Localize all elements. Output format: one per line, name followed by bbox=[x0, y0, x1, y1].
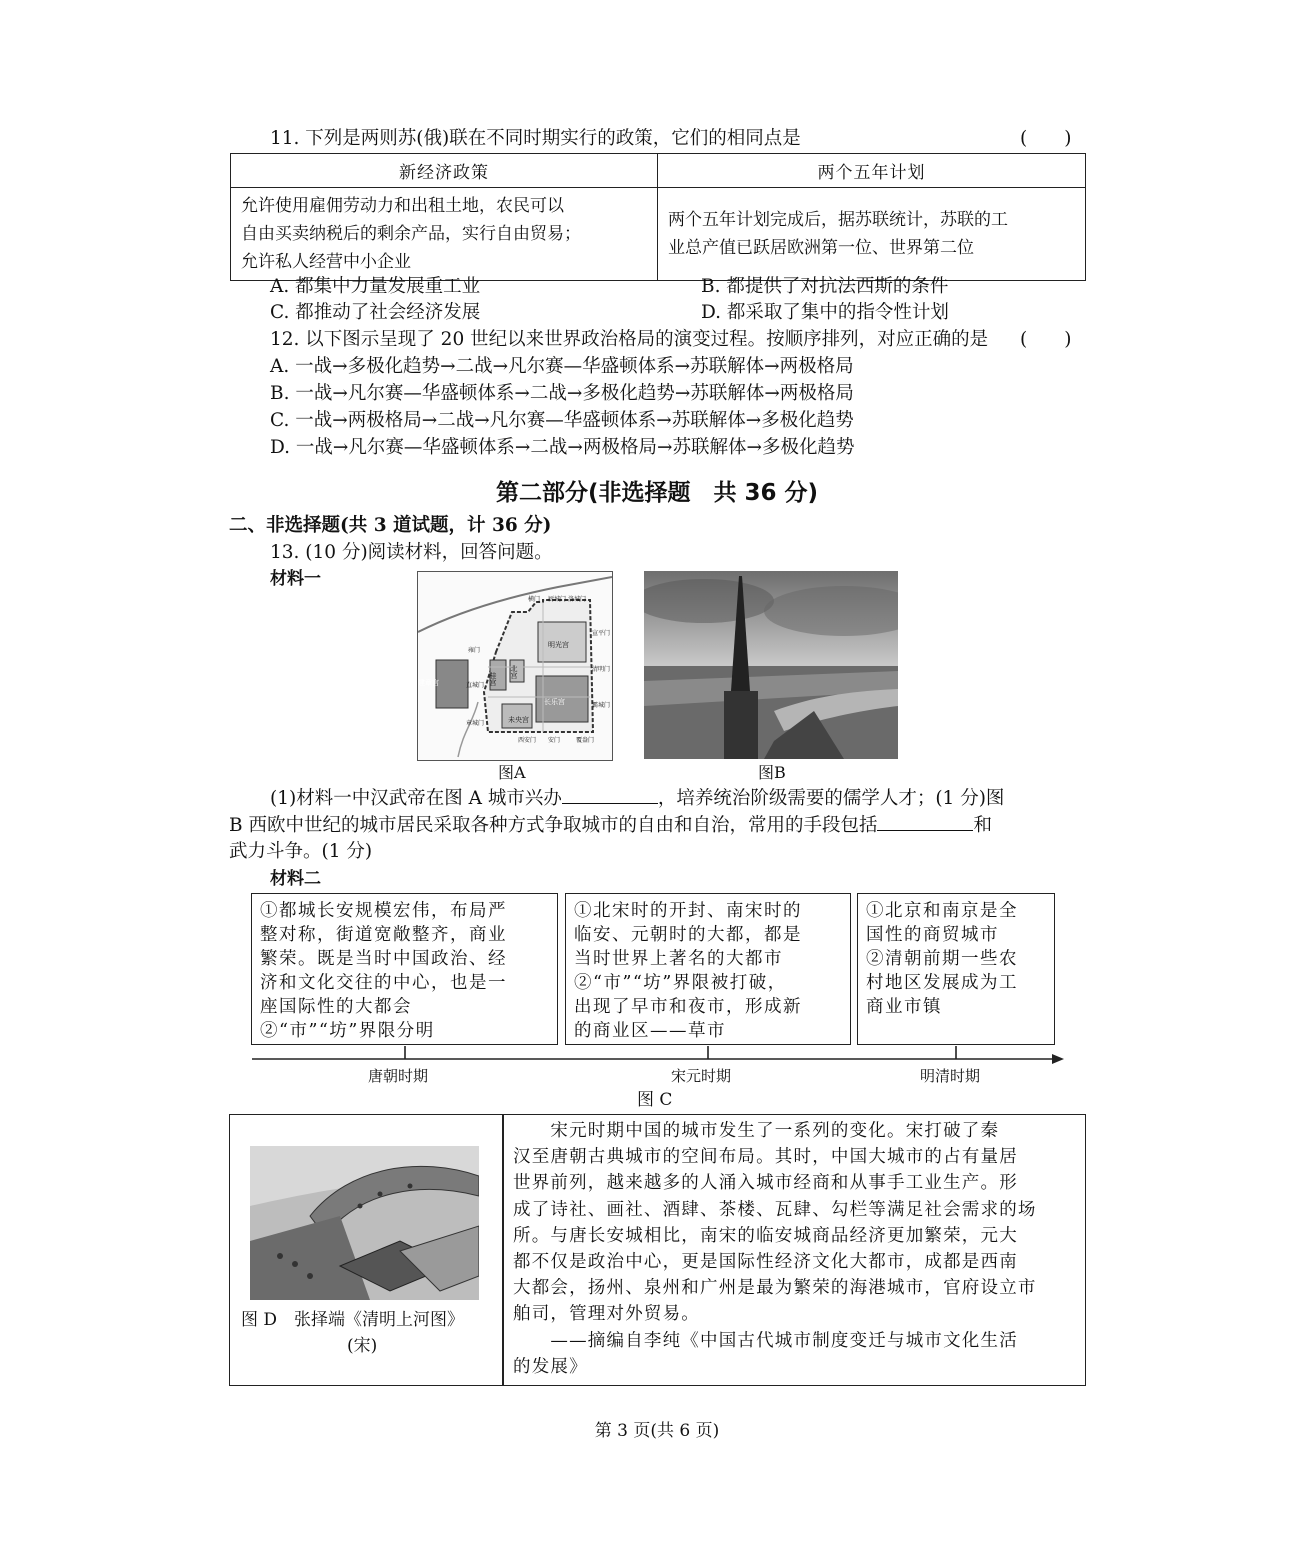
map-gate-qingming: 清明门 bbox=[592, 666, 611, 673]
map-palace-changle: 长乐宫 bbox=[544, 698, 565, 706]
passage-source: 的发展》 bbox=[513, 1356, 588, 1377]
blank-answer-1[interactable] bbox=[562, 785, 658, 804]
map-palace-bei: 北宫 bbox=[510, 665, 518, 679]
q13-part1-line3: 武力斗争。(1 分) bbox=[229, 841, 373, 862]
q12-answer-bracket: ( ) bbox=[1020, 329, 1072, 350]
passage-line: 都不仅是政治中心，更是国际性经济文化大都市，成都是西南 bbox=[513, 1252, 1018, 1273]
part2-title: 第二部分(非选择题 共 36 分) bbox=[495, 480, 819, 506]
table-cell-line: 允许使用雇佣劳动力和出租土地，农民可以 bbox=[241, 196, 564, 216]
figure-d-painting bbox=[250, 1146, 479, 1300]
table-header-five-year: 两个五年计划 bbox=[658, 154, 1086, 188]
map-palace-gui: 桂宫 bbox=[489, 672, 497, 686]
q13-part1-text: ，培养统治阶级需要的儒学人才；(1 分)图 bbox=[657, 788, 1005, 809]
passage-line: 成了诗社、画社、酒肆、茶楼、瓦肆、勾栏等满足社会需求的场 bbox=[513, 1199, 1037, 1220]
timeline-box-line: 座国际性的大都会 bbox=[260, 997, 412, 1017]
q13-part1-line1 bbox=[270, 785, 1004, 812]
material-passage bbox=[513, 1118, 1037, 1380]
q13-part1-text: 和 bbox=[973, 815, 992, 836]
timeline-label-song-yuan: 宋元时期 bbox=[671, 1067, 732, 1085]
q12-option-b: B. 一战→凡尔赛—华盛顿体系→二战→多极化趋势→苏联解体→两极格局 bbox=[270, 383, 854, 404]
q12-option-c: C. 一战→两极格局→二战→凡尔赛—华盛顿体系→苏联解体→多极化趋势 bbox=[270, 410, 854, 431]
q11-policy-table bbox=[230, 153, 1086, 281]
page-footer: 第 3 页(共 6 页) bbox=[594, 1421, 720, 1441]
map-gate-an: 安门 bbox=[548, 737, 561, 744]
map-gate-zhicheng: 直城门 bbox=[466, 682, 485, 689]
table-cell-line: 允许私人经营中小企业 bbox=[241, 252, 411, 272]
q11-option-c: C. 都推动了社会经济发展 bbox=[270, 302, 481, 323]
q11-stem: 11. 下列是两则苏(俄)联在不同时期实行的政策，它们的相同点是 bbox=[270, 128, 801, 149]
timeline-box-line: ②“市”“坊”界限分明 bbox=[260, 1021, 435, 1041]
figure-d-caption: 图 D 张择端《清明上河图》 bbox=[241, 1310, 465, 1330]
timeline-box-line: ②清朝前期一些农 bbox=[866, 949, 1018, 969]
timeline-box-line: 出现了早市和夜市，形成新 bbox=[574, 997, 802, 1017]
timeline-box-line: ②“市”“坊”界限被打破， bbox=[574, 973, 787, 993]
map-gate-zhangcheng: 章城门 bbox=[466, 720, 485, 727]
q11-answer-bracket: ( ) bbox=[1020, 128, 1072, 149]
timeline-box-line: 商业市镇 bbox=[866, 997, 942, 1017]
table-cell-line: 两个五年计划完成后，据苏联统计，苏联的工 bbox=[668, 210, 1008, 230]
map-palace-mingguang: 明光宫 bbox=[548, 641, 569, 649]
q12-option-a: A. 一战→多极化趋势→二战→凡尔赛—华盛顿体系→苏联解体→两极格局 bbox=[270, 356, 854, 377]
map-palace-weiyang: 未央宫 bbox=[508, 716, 529, 724]
timeline-box-line: ①北京和南京是全 bbox=[866, 901, 1018, 921]
map-gate-yong: 雍门 bbox=[468, 647, 481, 654]
figure-b-caption: 图B bbox=[758, 763, 786, 782]
passage-source: ——摘编自李纯《中国古代城市制度变迁与城市文化生活 bbox=[513, 1330, 1018, 1351]
material-1-label: 材料一 bbox=[270, 569, 321, 589]
timeline-box-line: 临安、元朝时的大都，都是 bbox=[574, 925, 802, 945]
q13-part1-text: B 西欧中世纪的城市居民采取各种方式争取城市的自由和自治，常用的手段包括 bbox=[229, 815, 878, 836]
table-cell-five-year bbox=[658, 188, 1086, 281]
material-box-divider bbox=[502, 1115, 504, 1385]
table-cell-nep bbox=[231, 188, 658, 281]
map-gate-xuanping: 宣平门 bbox=[592, 630, 611, 637]
timeline-box-line: 济和文化交往的中心，也是一 bbox=[260, 973, 507, 993]
section-heading-text: 二、非选择题(共 3 道试题，计 36 分) bbox=[229, 515, 552, 536]
q13-part1-text: (1)材料一中汉武帝在图 A 城市兴办 bbox=[270, 788, 562, 809]
table-header-nep: 新经济政策 bbox=[231, 154, 658, 188]
timeline-box-tang bbox=[251, 893, 558, 1045]
timeline-box-line: 国性的商贸城市 bbox=[866, 925, 999, 945]
passage-line: 宋元时期中国的城市发生了一系列的变化。宋打破了秦 bbox=[513, 1121, 1000, 1141]
passage-line: 所。与唐长安城相比，南宋的临安城商品经济更加繁荣，元大 bbox=[513, 1225, 1018, 1246]
q12-option-d: D. 一战→凡尔赛—华盛顿体系→二战→两极格局→苏联解体→多极化趋势 bbox=[270, 437, 855, 458]
map-gate-heng: 横门 bbox=[528, 596, 541, 603]
passage-line: 汉至唐朝古典城市的空间布局。其时，中国大城市的占有量居 bbox=[513, 1147, 1018, 1168]
timeline-label-tang: 唐朝时期 bbox=[368, 1067, 429, 1085]
q11-option-b: B. 都提供了对抗法西斯的条件 bbox=[701, 276, 949, 297]
figure-d-caption-dynasty: (宋) bbox=[347, 1336, 378, 1356]
map-gate-bacheng: 霸城门 bbox=[592, 702, 611, 709]
timeline-box-line: 的商业区——草市 bbox=[574, 1021, 726, 1041]
section-heading bbox=[229, 513, 551, 539]
table-cell-line: 自由买卖纳税后的剩余产品，实行自由贸易； bbox=[241, 224, 581, 244]
passage-line: 舶司，管理对外贸易。 bbox=[513, 1304, 700, 1325]
passage-line: 大都会，扬州、泉州和广州是最为繁荣的海港城市，官府设立市 bbox=[513, 1278, 1037, 1299]
timeline-label-ming-qing: 明清时期 bbox=[920, 1067, 981, 1085]
timeline-box-ming-qing bbox=[857, 893, 1055, 1045]
q13-stem: 13. (10 分)阅读材料，回答问题。 bbox=[270, 542, 553, 563]
figure-a-caption: 图A bbox=[498, 763, 526, 782]
timeline-box-line: ①北宋时的开封、南宋时的 bbox=[574, 901, 802, 921]
q11-option-a: A. 都集中力量发展重工业 bbox=[270, 276, 481, 297]
map-gate-luocheng: 洛城门 bbox=[568, 596, 587, 603]
timeline-box-line: 繁荣。既是当时中国政治、经 bbox=[260, 949, 507, 969]
blank-answer-2[interactable] bbox=[877, 812, 973, 831]
map-gate-fuang: 覆盎门 bbox=[576, 737, 595, 744]
table-cell-line: 业总产值已跃居欧洲第一位、世界第二位 bbox=[668, 238, 974, 258]
figure-b-photo bbox=[644, 571, 898, 759]
q12-stem: 12. 以下图示呈现了 20 世纪以来世界政治格局的演变过程。按顺序排列，对应正确的是 bbox=[270, 329, 989, 350]
passage-line: 世界前列，越来越多的人涌入城市经商和从事手工业生产。形 bbox=[513, 1173, 1018, 1194]
timeline-box-line: 当时世界上著名的大都市 bbox=[574, 949, 783, 969]
material-2-label: 材料二 bbox=[270, 869, 321, 889]
timeline-box-line: ①都城长安规模宏伟，布局严 bbox=[260, 901, 507, 921]
timeline-box-line: 村地区发展成为工 bbox=[866, 973, 1018, 993]
map-palace-jianzhang: 建章宫 bbox=[418, 679, 439, 687]
timeline-box-line: 整对称，街道宽敞整齐，商业 bbox=[260, 925, 507, 945]
figure-c-caption: 图 C bbox=[637, 1090, 673, 1110]
map-gate-chucheng: 厨城门 bbox=[548, 596, 567, 603]
map-gate-xian: 西安门 bbox=[518, 737, 537, 744]
q13-part1-line2 bbox=[229, 812, 992, 839]
q11-option-d: D. 都采取了集中的指令性计划 bbox=[701, 302, 949, 323]
timeline-box-song-yuan bbox=[565, 893, 851, 1045]
